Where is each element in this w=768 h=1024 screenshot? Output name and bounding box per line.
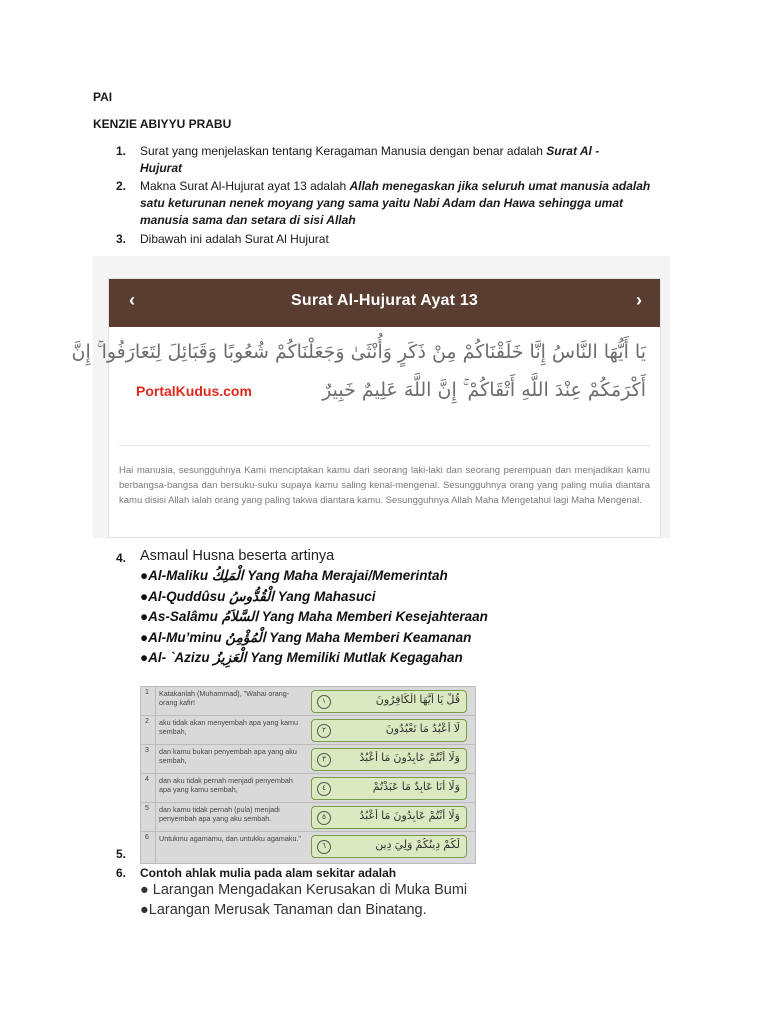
ayah-arabic: لَا أَعْبُدُ مَا تَعْبُدُونَ bbox=[385, 723, 460, 735]
ayah-number-icon: ٢ bbox=[317, 724, 331, 738]
asmaul-husna-item: ●Al-Quddûsu الْقُدُّوسُ Yang Mahasuci bbox=[140, 588, 376, 604]
al-kafirun-table-image bbox=[140, 686, 476, 864]
verse-no: 3 bbox=[145, 747, 149, 754]
subject-heading: PAI bbox=[93, 90, 113, 104]
item-1-text bbox=[140, 143, 640, 177]
alam-item: ●Larangan Merusak Tanaman dan Binatang. bbox=[140, 902, 427, 918]
surat-title: Surat Al-Hujurat Ayat 13 bbox=[290, 292, 479, 309]
verse-no: 4 bbox=[145, 776, 149, 783]
verse-meaning: Katakanlah (Muhammad), "Wahai orang-orang kafir! bbox=[159, 689, 290, 707]
item-1-plain: Surat yang menjelaskan tentang Keragaman Manusia dengan benar adalah bbox=[140, 144, 547, 158]
ayah-arabic: وَلَا أَنَا عَابِدٌ مَا عَبَدْتُمْ bbox=[372, 781, 460, 793]
table-row bbox=[141, 745, 475, 774]
asmaul-husna-heading: Asmaul Husna beserta artinya bbox=[140, 548, 335, 564]
divider bbox=[119, 445, 650, 446]
alam-heading: Contoh ahlak mulia pada alam sekitar adalah bbox=[140, 866, 397, 880]
watermark: PortalKudus.com bbox=[136, 383, 252, 399]
asmaul-husna-item: ●Al-Maliku الْمَلِكُ Yang Maha Merajai/Memerintah bbox=[140, 568, 448, 583]
asmaul-husna-item: ●As-Salâmu السَّلاَمُ Yang Maha Memberi Kesejahteraan bbox=[140, 609, 488, 624]
table-row bbox=[141, 716, 475, 745]
alam-list bbox=[140, 880, 467, 920]
next-arrow-icon[interactable]: › bbox=[636, 290, 642, 310]
ayah-box bbox=[311, 806, 467, 829]
verse-meaning: dan kamu bukan penyembah apa yang aku sembah, bbox=[159, 747, 297, 765]
item-3-text: Dibawah ini adalah Surat Al Hujurat bbox=[140, 232, 329, 246]
item-number: 6. bbox=[116, 866, 127, 880]
verse-meaning: aku tidak akan menyembah apa yang kamu sembah, bbox=[159, 718, 299, 736]
verse-no: 2 bbox=[145, 718, 149, 725]
ayah-box bbox=[311, 835, 467, 858]
item-2-italic: Allah menegaskan jika seluruh umat manusia adalah satu keturunan nenek moyang yang sama yaitu Nabi Adam dan Hawa sehingga umat manusia sama dan setara di sisi Allah bbox=[140, 179, 651, 227]
item-number: 5. bbox=[116, 847, 127, 861]
ayah-arabic: لَكُمْ دِينُكُمْ وَلِيَ دِينِ bbox=[375, 839, 460, 851]
verse-meaning: dan kamu tidak pernah (pula) menjadi penyembah apa yang aku sembah. bbox=[159, 805, 280, 823]
verse-meaning: dan aku tidak pernah menjadi penyembah apa yang kamu sembah, bbox=[159, 776, 293, 794]
ayah-box bbox=[311, 719, 467, 742]
ayah-number-icon: ٤ bbox=[317, 782, 331, 796]
ayah-arabic: وَلَا أَنْتُمْ عَابِدُونَ مَا أَعْبُدُ bbox=[359, 752, 460, 764]
alam-item: ● Larangan Mengadakan Kerusakan di Muka Bumi bbox=[140, 882, 468, 898]
author-name: KENZIE ABIYYU PRABU bbox=[93, 117, 232, 131]
verse-no: 6 bbox=[145, 834, 149, 841]
ayah-number-icon: ١ bbox=[317, 695, 331, 709]
table-row bbox=[141, 687, 475, 716]
arabic-verse-line-1: يَا أَيُّهَا النَّاسُ إِنَّا خَلَقْنَاكُمْ مِنْ ذَكَرٍ وَأُنْثَىٰ وَجَعَلْنَاكُمْ شُعُوبًا وَقَبَائِلَ لِتَعَارَفُوا ۚ إِنَّ bbox=[71, 341, 646, 363]
item-number: 1. bbox=[116, 144, 127, 158]
ayah-box bbox=[311, 690, 467, 713]
table-row bbox=[141, 803, 475, 832]
item-2-text bbox=[140, 178, 660, 229]
asmaul-husna-item: ●Al- `Azizu الْعَزِيزُ Yang Memiliki Mutlak Kegagahan bbox=[140, 650, 463, 665]
surat-al-hujurat-image bbox=[71, 256, 670, 538]
ayah-box bbox=[311, 777, 467, 800]
item-number: 4. bbox=[116, 551, 127, 565]
ayah-arabic: وَلَا أَنْتُمْ عَابِدُونَ مَا أَعْبُدُ bbox=[359, 810, 460, 822]
ayah-number-icon: ٣ bbox=[317, 753, 331, 767]
item-2-plain: Makna Surat Al-Hujurat ayat 13 adalah bbox=[140, 179, 350, 193]
prev-arrow-icon[interactable]: ‹ bbox=[129, 290, 135, 310]
surat-header bbox=[109, 279, 660, 327]
asmaul-husna-list bbox=[140, 548, 488, 669]
item-number: 3. bbox=[116, 232, 127, 246]
ayah-number-icon: ٥ bbox=[317, 811, 331, 825]
arabic-verse-line-2: أَكْرَمَكُمْ عِنْدَ اللَّهِ أَتْقَاكُمْ ۚ إِنَّ اللَّهَ عَلِيمٌ خَبِيرٌ bbox=[322, 379, 646, 401]
surat-card bbox=[71, 278, 661, 538]
verse-translation: Hai manusia, sesungguhnya Kami menciptakan kamu dari seorang laki-laki dan seorang perempuan dan menjadikan kamu berbangsa-bangsa dan bersuku-suku supaya kamu saling kenal-mengenal. Sesungguhnya orang yang paling mulia diantara kamu disisi Allah ialah orang yang paling takwa diantara kamu. Sesungguhnya Allah Maha Mengetahui lagi Maha Mengenal. bbox=[119, 465, 650, 506]
ayah-arabic: قُلْ يَا أَيُّهَا الْكَافِرُونَ bbox=[375, 694, 460, 706]
item-1-italic: Surat Al - Hujurat bbox=[140, 144, 600, 175]
asmaul-husna-item: ●Al-Mu’minu الْمُؤْمِنُ Yang Maha Memberi Keamanan bbox=[140, 629, 472, 645]
verse-no: 5 bbox=[145, 805, 149, 812]
table-row bbox=[141, 774, 475, 803]
table-row bbox=[141, 832, 475, 860]
item-number: 2. bbox=[116, 179, 127, 193]
ayah-number-icon: ٦ bbox=[317, 840, 331, 854]
verse-meaning: Untukmu agamamu, dan untukku agamaku." bbox=[159, 834, 301, 843]
verse-no: 1 bbox=[145, 689, 149, 696]
ayah-box bbox=[311, 748, 467, 771]
